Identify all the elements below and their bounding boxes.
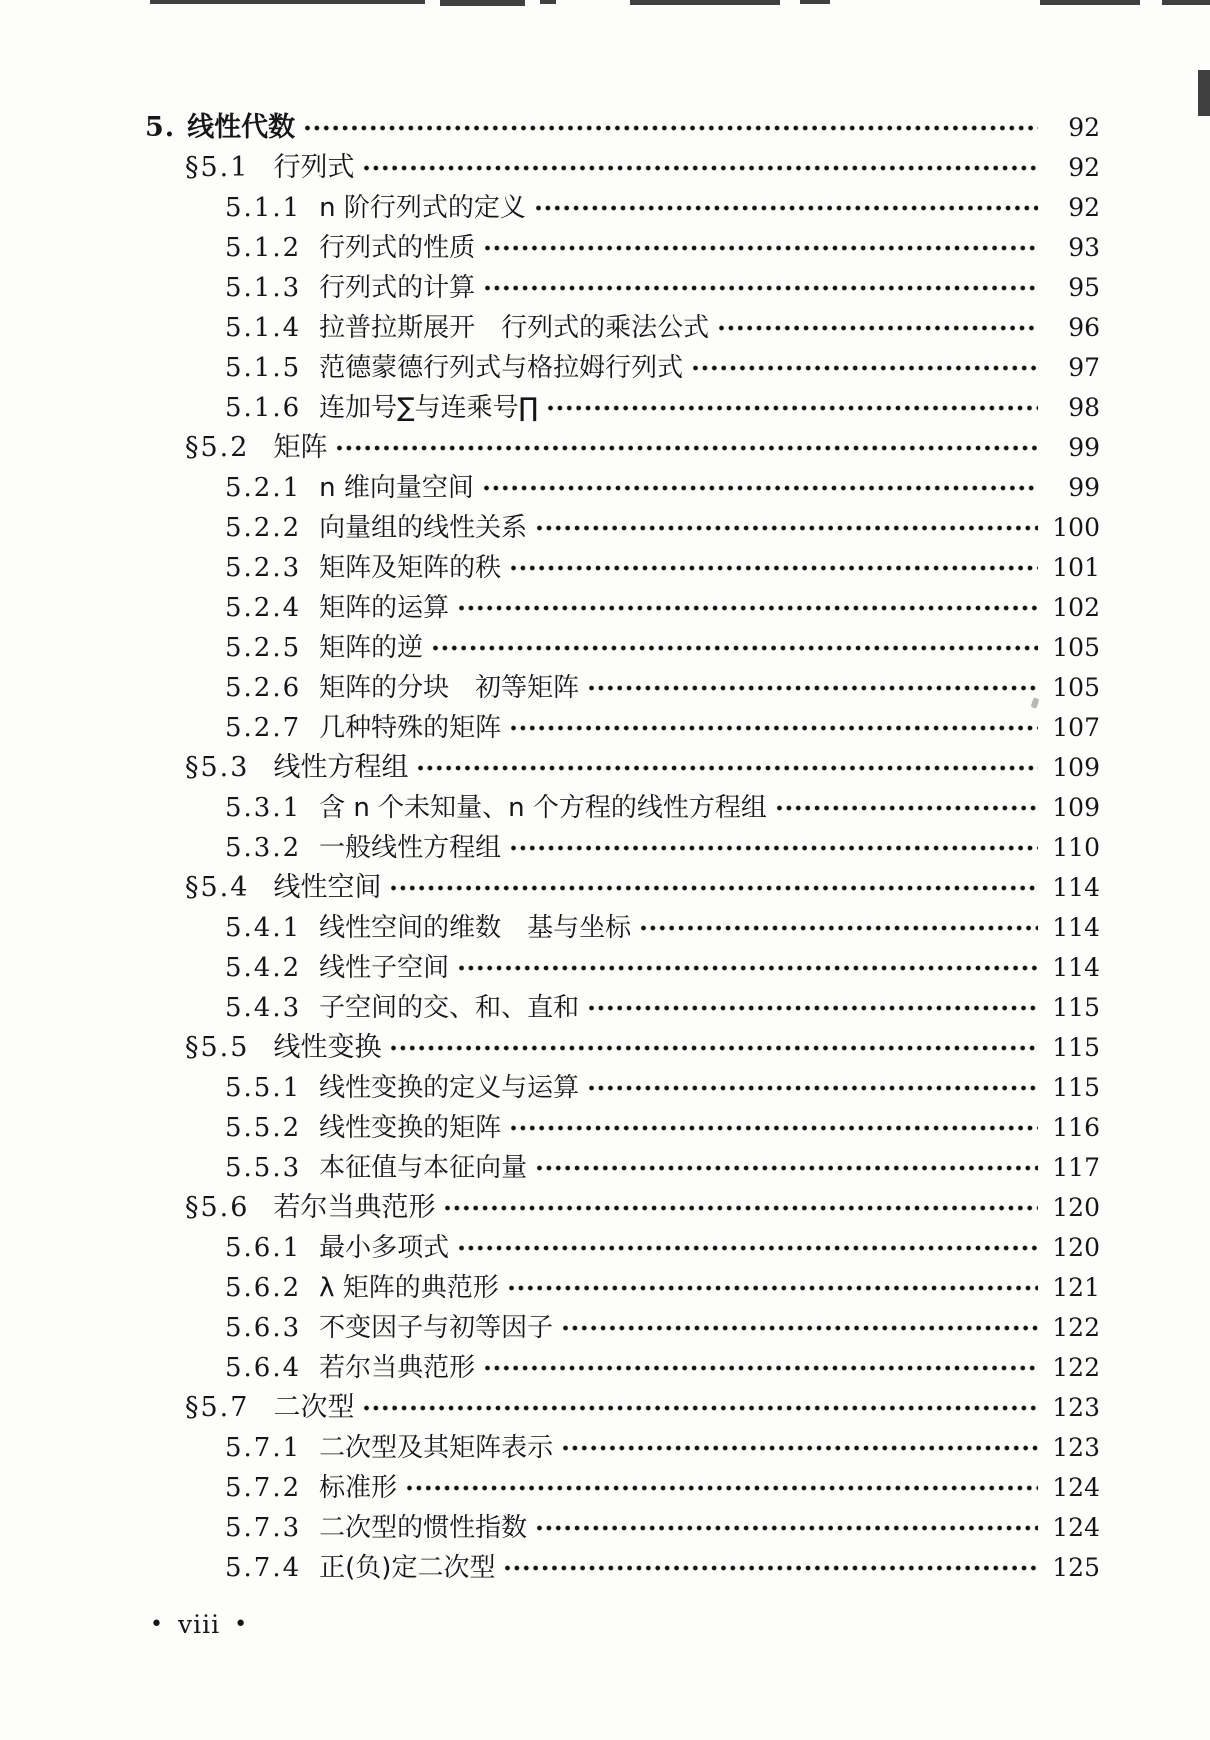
entry-page-number: 123 [1052, 1393, 1100, 1422]
entry-number: 5.4.2 [225, 953, 302, 983]
entry-title: 范德蒙德行列式与格拉姆行列式 [319, 353, 684, 383]
dot-leader [717, 320, 1038, 336]
toc-entry [145, 308, 1100, 348]
entry-page-number: 109 [1052, 793, 1100, 822]
entry-number: §5.3 [185, 752, 250, 783]
entry-title: 线性变换的定义与运算 [319, 1073, 580, 1103]
dot-leader [303, 120, 1038, 136]
entry-page-number: 95 [1068, 273, 1100, 302]
entry-page-number: 122 [1052, 1313, 1100, 1342]
entry-title: 一般线性方程组 [319, 833, 502, 863]
entry-page-number: 114 [1052, 913, 1100, 942]
entry-number: §5.6 [185, 1192, 250, 1223]
toc-entry [145, 1148, 1100, 1188]
entry-page-number: 105 [1052, 633, 1100, 662]
dot-leader [587, 1080, 1038, 1096]
entry-page-number: 124 [1052, 1513, 1100, 1542]
entry-title: 不变因子与初等因子 [319, 1313, 554, 1343]
entry-title: 拉普拉斯展开 行列式的乘法公式 [319, 313, 710, 343]
toc-entry [145, 108, 1100, 148]
dot-leader [775, 800, 1038, 816]
dot-leader [362, 1400, 1038, 1416]
dot-leader [509, 720, 1038, 736]
toc-entry [145, 188, 1100, 228]
entry-page-number: 124 [1052, 1473, 1100, 1502]
scan-noise-top [800, 0, 830, 4]
toc-entry [145, 788, 1100, 828]
entry-number: 5.2.4 [225, 593, 302, 623]
dot-leader [482, 480, 1038, 496]
entry-page-number: 114 [1052, 953, 1100, 982]
entry-page-number: 101 [1052, 553, 1100, 582]
toc-entry [145, 1108, 1100, 1148]
dot-leader [509, 1120, 1038, 1136]
entry-page-number: 102 [1052, 593, 1100, 622]
entry-number: §5.5 [185, 1032, 250, 1063]
entry-title: 若尔当典范形 [273, 1192, 436, 1223]
entry-number: 5.2.7 [225, 713, 302, 743]
entry-title: 矩阵及矩阵的秩 [319, 553, 502, 583]
toc-entry [145, 1188, 1100, 1228]
dot-leader [443, 1200, 1038, 1216]
entry-page-number: 105 [1052, 673, 1100, 702]
entry-number: 5.1.6 [225, 393, 302, 423]
toc-entry [145, 988, 1100, 1028]
entry-page-number: 123 [1052, 1433, 1100, 1462]
entry-page-number: 99 [1068, 473, 1100, 502]
entry-title: 正(负)定二次型 [319, 1553, 496, 1583]
entry-number: 5.3.1 [225, 793, 302, 823]
dot-leader [389, 1040, 1038, 1056]
dot-leader [535, 1160, 1038, 1176]
entry-title: 标准形 [319, 1473, 398, 1503]
entry-number: 5.6.2 [225, 1273, 302, 1303]
entry-number: 5.2.2 [225, 513, 302, 543]
dot-leader [509, 840, 1038, 856]
entry-page-number: 98 [1068, 393, 1100, 422]
entry-title: 矩阵 [273, 432, 328, 463]
entry-page-number: 92 [1068, 113, 1100, 142]
dot-leader [561, 1320, 1038, 1336]
entry-title: 矩阵的运算 [319, 593, 450, 623]
dot-leader [691, 360, 1038, 376]
dot-leader [405, 1480, 1038, 1496]
entry-title: 矩阵的逆 [319, 633, 424, 663]
dot-leader [587, 680, 1038, 696]
dot-leader [509, 560, 1038, 576]
entry-title: 线性变换的矩阵 [319, 1113, 502, 1143]
entry-title: 线性代数 [187, 112, 296, 143]
toc-entry [145, 1028, 1100, 1068]
entry-page-number: 97 [1068, 353, 1100, 382]
entry-title: n 维向量空间 [319, 473, 474, 503]
footer-left-dot: • [150, 1611, 164, 1637]
entry-title: 二次型 [273, 1392, 355, 1423]
entry-title: 线性方程组 [273, 752, 409, 783]
toc-entry [145, 1508, 1100, 1548]
toc-entry [145, 1428, 1100, 1468]
entry-title: 行列式的计算 [319, 273, 476, 303]
scan-noise-top [1162, 0, 1210, 5]
toc-entry [145, 948, 1100, 988]
entry-title: 线性空间的维数 基与坐标 [319, 913, 632, 943]
toc-entry [145, 1548, 1100, 1588]
entry-title: 矩阵的分块 初等矩阵 [319, 673, 580, 703]
toc-entry [145, 1308, 1100, 1348]
entry-page-number: 120 [1052, 1233, 1100, 1262]
entry-page-number: 107 [1052, 713, 1100, 742]
entry-number: §5.4 [185, 872, 250, 903]
toc-entry [145, 388, 1100, 428]
entry-number: 5.6.3 [225, 1313, 302, 1343]
toc-entry [145, 828, 1100, 868]
entry-number: 5.6.4 [225, 1353, 302, 1383]
entry-title: 线性空间 [273, 872, 382, 903]
dot-leader [483, 240, 1038, 256]
toc-entry [145, 1348, 1100, 1388]
dot-leader [535, 520, 1038, 536]
dot-leader [362, 160, 1038, 176]
entry-title: 行列式 [273, 152, 355, 183]
entry-page-number: 96 [1068, 313, 1100, 342]
page-footer [150, 1610, 248, 1639]
entry-number: 5.4.1 [225, 913, 302, 943]
dot-leader [639, 920, 1038, 936]
entry-page-number: 121 [1052, 1273, 1100, 1302]
entry-number: 5.2.1 [225, 473, 302, 503]
entry-number: 5.7.1 [225, 1433, 302, 1463]
dot-leader [534, 200, 1038, 216]
toc-entry [145, 1228, 1100, 1268]
entry-title: n 阶行列式的定义 [319, 193, 526, 223]
scan-noise-top [630, 0, 780, 5]
entry-title: 二次型的惯性指数 [319, 1513, 528, 1543]
entry-page-number: 115 [1052, 993, 1100, 1022]
entry-number: 5.2.3 [225, 553, 302, 583]
toc-entry [145, 508, 1100, 548]
entry-page-number: 114 [1052, 873, 1100, 902]
entry-number: 5. [145, 112, 176, 143]
toc-entry [145, 1268, 1100, 1308]
entry-title: 若尔当典范形 [319, 1353, 476, 1383]
entry-title: λ 矩阵的典范形 [319, 1273, 499, 1303]
toc-entry [145, 588, 1100, 628]
scan-noise-top [150, 0, 425, 4]
dot-leader [457, 600, 1038, 616]
entry-page-number: 122 [1052, 1353, 1100, 1382]
entry-number: 5.2.5 [225, 633, 302, 663]
toc-entry [145, 148, 1100, 188]
dot-leader [561, 1440, 1038, 1456]
entry-title: 含 n 个未知量、n 个方程的线性方程组 [319, 793, 767, 823]
entry-title: 线性子空间 [319, 953, 450, 983]
table-of-contents [145, 108, 1100, 1588]
entry-number: 5.5.1 [225, 1073, 302, 1103]
toc-entry [145, 348, 1100, 388]
entry-number: 5.1.2 [225, 233, 302, 263]
entry-page-number: 93 [1068, 233, 1100, 262]
entry-title: 连加号∑与连乘号∏ [319, 393, 539, 423]
dot-leader [457, 1240, 1038, 1256]
entry-number: §5.7 [185, 1392, 250, 1423]
entry-title: 行列式的性质 [319, 233, 476, 263]
entry-page-number: 109 [1052, 753, 1100, 782]
entry-title: 向量组的线性关系 [319, 513, 528, 543]
entry-number: 5.4.3 [225, 993, 302, 1023]
entry-title: 线性变换 [273, 1032, 382, 1063]
toc-entry [145, 1468, 1100, 1508]
dot-leader [503, 1560, 1038, 1576]
entry-number: 5.1.4 [225, 313, 302, 343]
entry-title: 几种特殊的矩阵 [319, 713, 502, 743]
dot-leader [483, 280, 1038, 296]
entry-number: 5.3.2 [225, 833, 302, 863]
entry-number: §5.2 [185, 432, 250, 463]
dot-leader [457, 960, 1038, 976]
entry-number: 5.5.3 [225, 1153, 302, 1183]
entry-page-number: 110 [1052, 833, 1100, 862]
entry-title: 最小多项式 [319, 1233, 450, 1263]
entry-number: 5.7.4 [225, 1553, 302, 1583]
entry-page-number: 116 [1052, 1113, 1100, 1142]
dot-leader [335, 440, 1038, 456]
entry-number: 5.5.2 [225, 1113, 302, 1143]
dot-leader [416, 760, 1038, 776]
entry-page-number: 125 [1052, 1553, 1100, 1582]
dot-leader [507, 1280, 1038, 1296]
entry-title: 二次型及其矩阵表示 [319, 1433, 554, 1463]
toc-entry [145, 748, 1100, 788]
scan-noise-top [1040, 0, 1140, 5]
dot-leader [587, 1000, 1038, 1016]
dot-leader [535, 1520, 1038, 1536]
entry-number: 5.1.5 [225, 353, 302, 383]
toc-entry [145, 1388, 1100, 1428]
toc-entry [145, 228, 1100, 268]
scan-noise-edge [1198, 70, 1210, 116]
dot-leader [483, 1360, 1038, 1376]
scan-noise-top [540, 0, 556, 4]
entry-page-number: 115 [1052, 1033, 1100, 1062]
toc-entry [145, 268, 1100, 308]
entry-title: 子空间的交、和、直和 [319, 993, 580, 1023]
toc-entry [145, 908, 1100, 948]
entry-number: 5.2.6 [225, 673, 302, 703]
toc-entry [145, 468, 1100, 508]
entry-number: §5.1 [185, 152, 250, 183]
scan-noise-top [440, 0, 525, 6]
toc-entry [145, 1068, 1100, 1108]
toc-entry [145, 628, 1100, 668]
footer-right-dot: • [234, 1611, 249, 1637]
entry-page-number: 92 [1068, 193, 1100, 222]
entry-title: 本征值与本征向量 [319, 1153, 528, 1183]
entry-number: 5.1.1 [225, 193, 302, 223]
entry-number: 5.7.3 [225, 1513, 302, 1543]
entry-page-number: 115 [1052, 1073, 1100, 1102]
entry-page-number: 120 [1052, 1193, 1100, 1222]
toc-list [145, 108, 1100, 1588]
entry-number: 5.7.2 [225, 1473, 302, 1503]
entry-page-number: 92 [1068, 153, 1100, 182]
entry-number: 5.1.3 [225, 273, 302, 303]
entry-page-number: 99 [1068, 433, 1100, 462]
entry-number: 5.6.1 [225, 1233, 302, 1263]
dot-leader [431, 640, 1038, 656]
dot-leader [389, 880, 1038, 896]
toc-entry [145, 428, 1100, 468]
entry-page-number: 100 [1052, 513, 1100, 542]
toc-entry [145, 708, 1100, 748]
dot-leader [546, 400, 1038, 416]
toc-entry [145, 868, 1100, 908]
entry-page-number: 117 [1052, 1153, 1100, 1182]
toc-entry [145, 668, 1100, 708]
footer-page-number: viii [177, 1610, 221, 1639]
toc-entry [145, 548, 1100, 588]
